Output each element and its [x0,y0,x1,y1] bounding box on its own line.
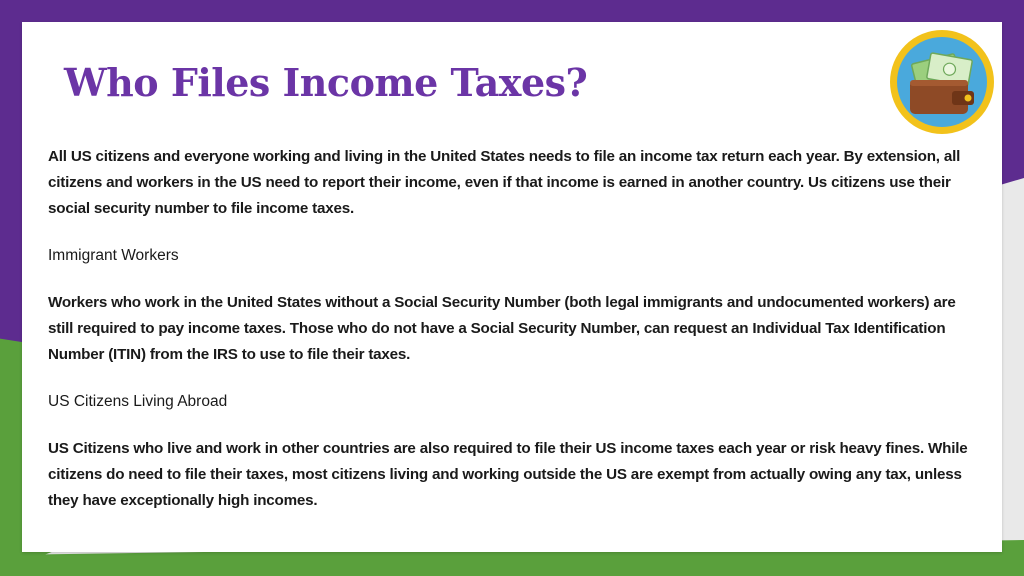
slide-title: Who Files Income Taxes? [64,60,588,105]
immigrant-workers-paragraph: Workers who work in the United States without a Social Security Number (both legal immigrants and undocumented workers) are still required to pay income taxes. Those who do not have a Social Security Number, can request an Individual Tax Identification Number (ITIN) from the IRS to use to file their taxes. [48,294,956,363]
citizens-abroad-paragraph: US Citizens who live and work in other countries are also required to file their US income taxes each year or risk heavy fines. While citizens do need to file their taxes, most citizens living and working outside the US are exempt from actually owing any tax, unless they have exceptionally high incomes. [48,440,968,509]
wallet-money-icon [888,28,996,136]
slide-card [22,22,1002,552]
slide-body [48,144,978,535]
section-heading-immigrant-workers: Immigrant Workers [48,247,179,264]
intro-paragraph: All US citizens and everyone working and living in the United States needs to file an income tax return each year. By extension, all citizens and workers in the US need to report their income, even if that income is earned in another country. Us citizens use their social security number to file income taxes. [48,148,961,217]
section-heading-citizens-abroad: US Citizens Living Abroad [48,393,228,410]
